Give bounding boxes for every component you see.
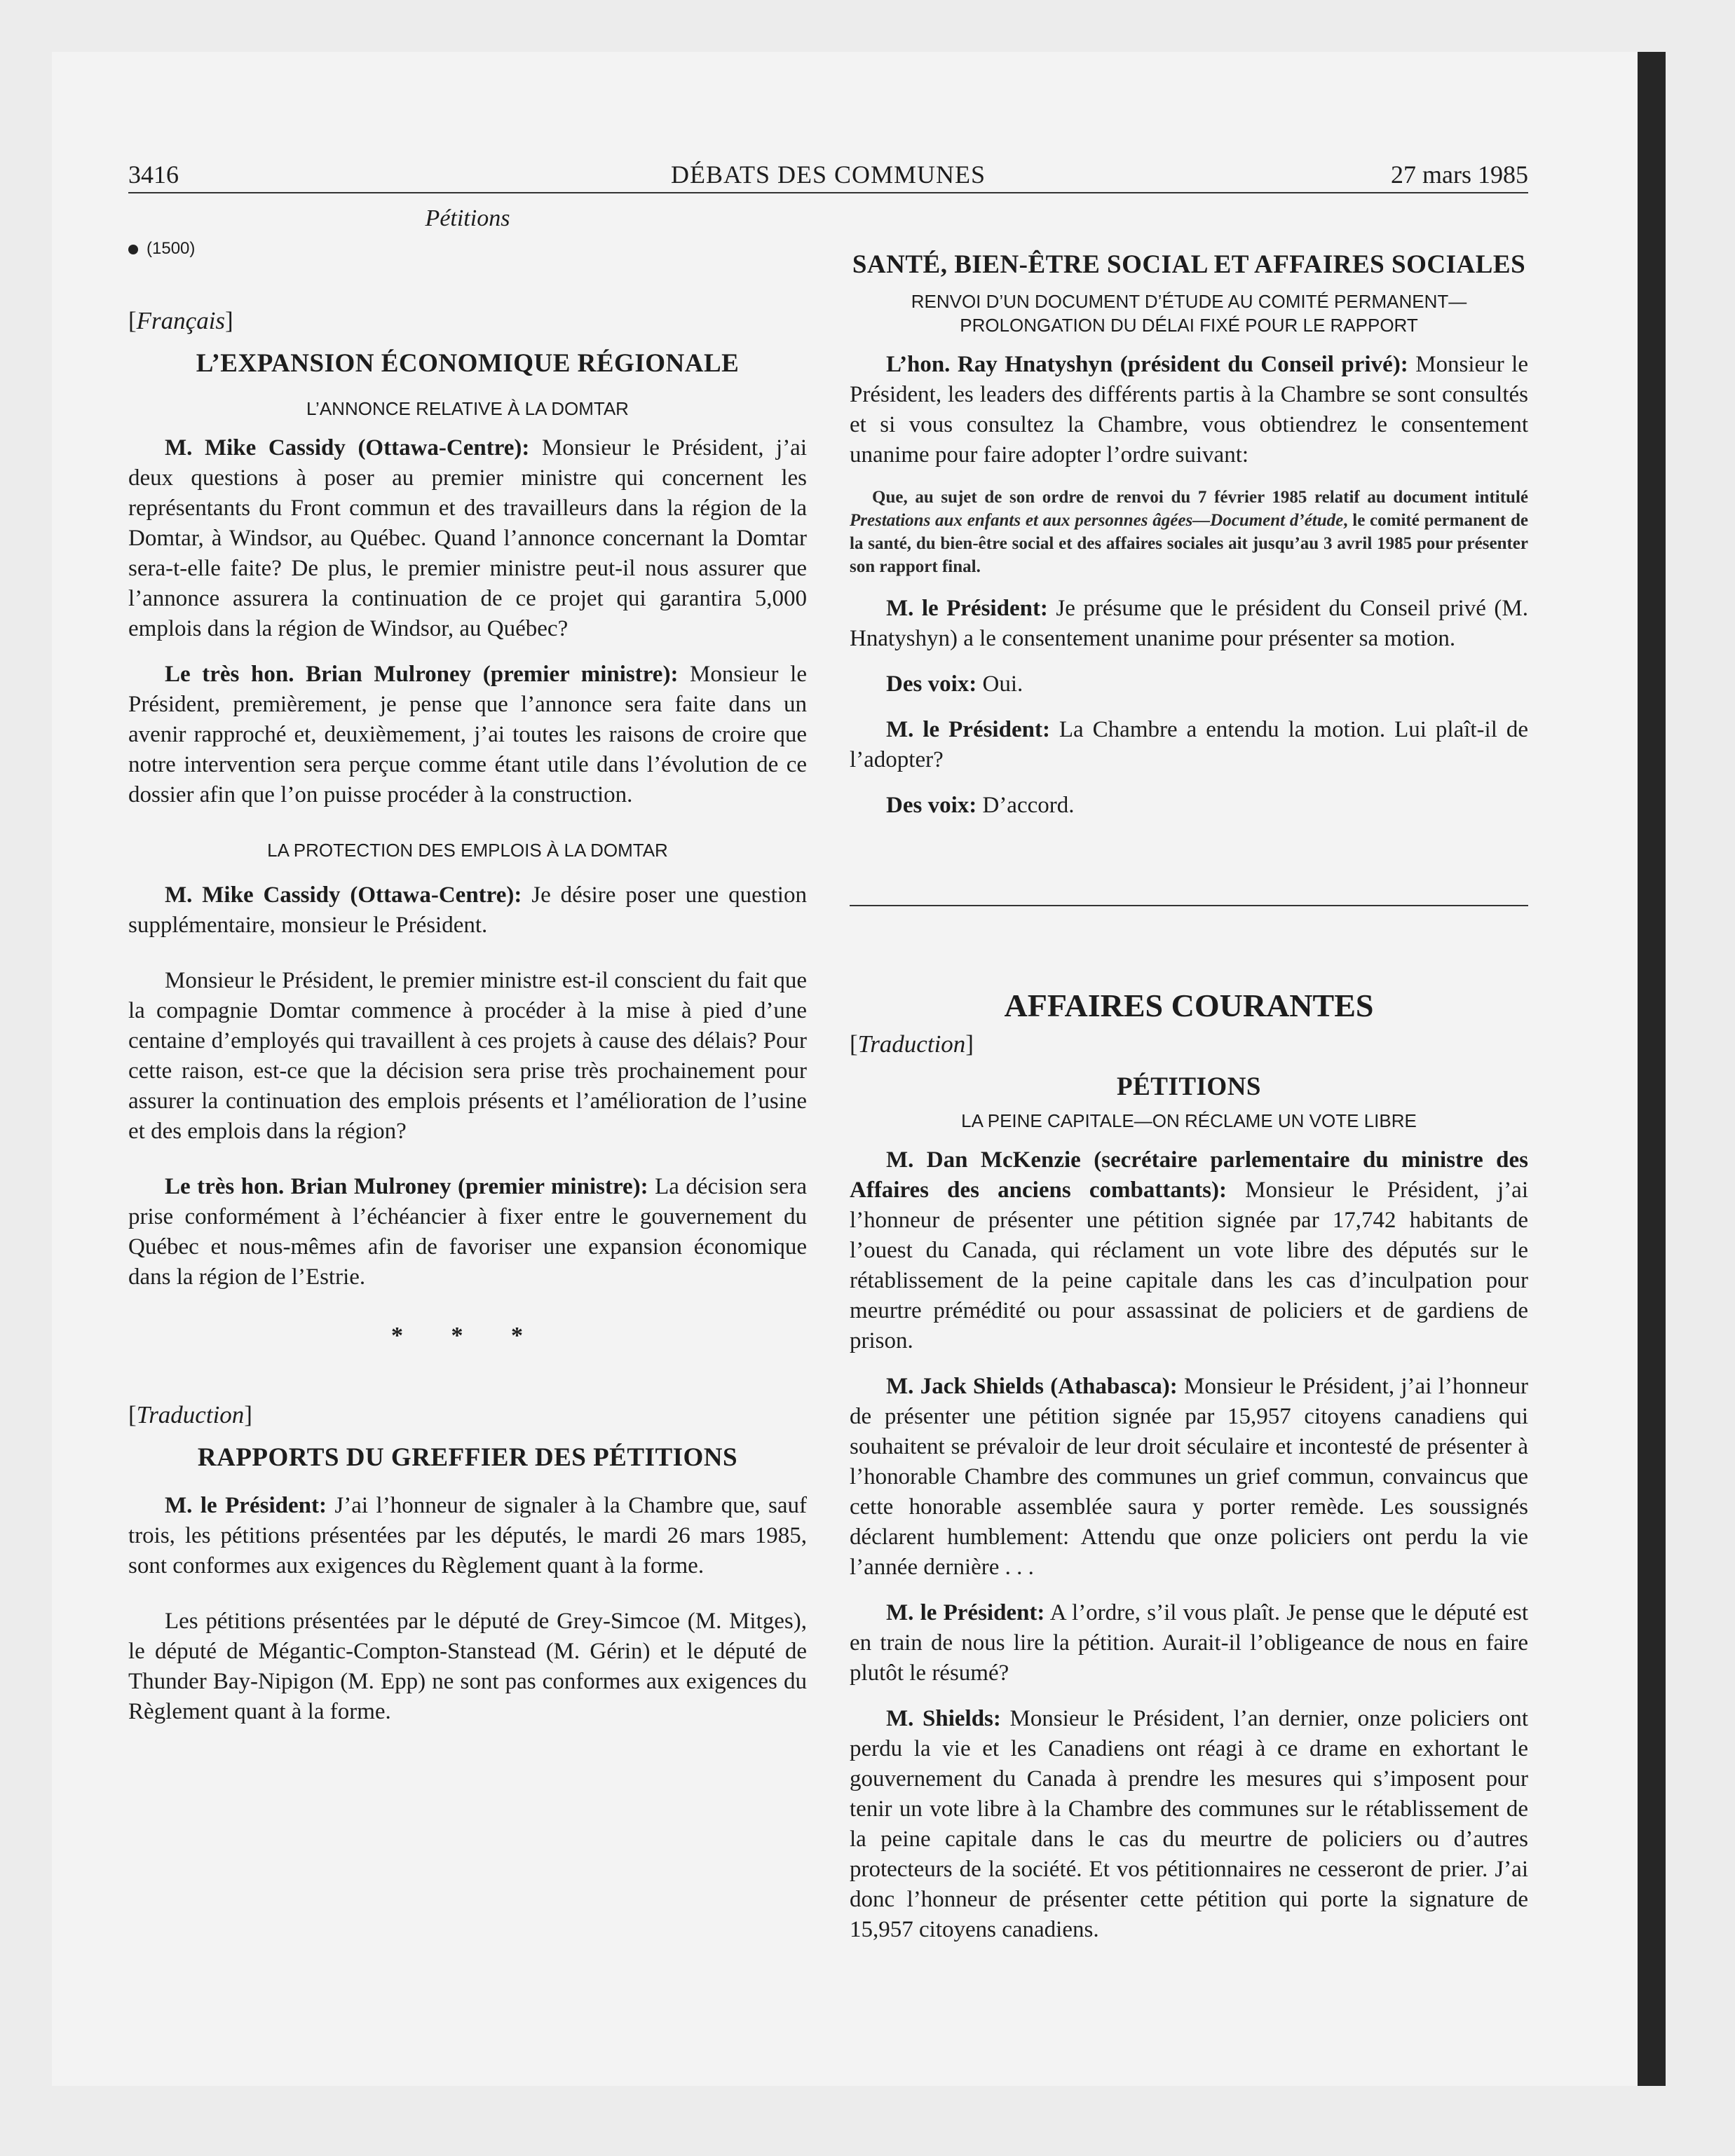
paragraph	[128, 1491, 807, 1581]
speaker: Le très hon. Brian Mulroney (premier ministre):	[165, 662, 679, 687]
left-column	[128, 203, 807, 1742]
page-header	[128, 156, 1528, 193]
paragraph: Monsieur le Président, le premier ministre est-il conscient du fait que la compagnie Domtar commence à procéder à la mise à pied d’une centaine d’employés qui travaillent à ces projets à cause des délais? Pour cette raison, est-ce que la décision sera prise très prochainement pour assurer la continuation des emplois présents et l’amélioration de l’usine et des emplois dans la région?	[128, 968, 807, 1144]
paragraph	[850, 1598, 1528, 1688]
paragraph-text: Je présume que le président du Conseil privé (M. Hnatyshyn) a le consentement unanime pour présenter sa motion.	[850, 596, 1528, 651]
paragraph	[850, 1372, 1528, 1583]
section-separator: * * *	[391, 1323, 544, 1349]
language-label: Traduction	[136, 1401, 245, 1428]
speaker: Des voix:	[886, 793, 977, 818]
paragraph-text: Monsieur le Président, premièrement, je pense que l’annonce sera faite dans un avenir rapproché et, deuxièmement, j’ai toutes les raisons de croire que notre intervention sera perçue comme étant utile dans l’évolution de ce dossier afin que l’on puisse procéder à la construction.	[128, 662, 807, 807]
scan-edge-bar	[1638, 52, 1666, 2086]
quote-text: Que, au sujet de son ordre de renvoi du 7 février 1985 relatif au document intitulé	[872, 488, 1528, 507]
paragraph-text: A l’ordre, s’il vous plaît. Je pense que le député est en train de nous lire la pétition. Aurait-il l’obligeance de nous en faire plutôt le résumé?	[850, 1600, 1528, 1686]
language-label: Traduction	[857, 1030, 966, 1058]
paragraph-text: La décision sera prise conformément à l’échéancier à fixer entre le gouvernement du Québec et nous-mêmes afin de favoriser une expansion économique dans la région de l’Estrie.	[128, 1174, 807, 1290]
paragraph-text: Monsieur le Président, l’an dernier, onze policiers ont perdu la vie et les Canadiens ont réagi à ce drame en exhortant le gouvernement du Canada à prendre les mesures qui s’imposent pour tenir un vote libre à la Chambre des communes sur le rétablissement de la peine capitale dans le cas du meurtre de policiers ou d’autres protecteurs de la société. Et vos pétitionnaires ne cesseront de prier. J’ai donc l’honneur de présenter cette pétition qui porte la signature de 15,957 citoyens canadiens.	[850, 1706, 1529, 1942]
timestamp	[128, 233, 807, 264]
section-subtitle: LA PEINE CAPITALE—ON RÉCLAME UN VOTE LIBRE	[961, 1110, 1417, 1131]
speaker: Le très hon. Brian Mulroney (premier ministre):	[165, 1174, 648, 1199]
language-tag: [Traduction]	[128, 1401, 252, 1428]
section-title: AFFAIRES COURANTES	[1004, 988, 1374, 1023]
section-title: L’EXPANSION ÉCONOMIQUE RÉGIONALE	[196, 349, 740, 378]
paragraph	[850, 350, 1528, 470]
speaker: M. Dan McKenzie (secrétaire parlementaire du ministre des Affaires des anciens combattants):	[850, 1147, 1528, 1203]
speaker: M. Mike Cassidy (Ottawa-Centre):	[165, 435, 530, 460]
paragraph-text: Monsieur le Président, j’ai deux questions à poser au premier ministre qui concernent les représentants du Front commun et des travailleurs dans la région de la Domtar, à Windsor, au Québec. Quand l’annonce concernant la Domtar sera-t-elle faite? De plus, le premier ministre peut-il nous assurer que l’annonce assurera la continuation de ce projet qui garantira 5,000 emplois dans la région de Windsor, au Québec?	[128, 435, 807, 641]
language-label: Français	[136, 307, 226, 334]
section-title: SANTÉ, BIEN-ÊTRE SOCIAL ET AFFAIRES SOCIALES	[852, 250, 1526, 279]
speaker: Des voix:	[886, 671, 977, 697]
paragraph	[850, 669, 1528, 700]
paragraph	[850, 1145, 1528, 1356]
paragraph-text: Monsieur le Président, j’ai l’honneur de présenter une pétition signée par 17,742 habitants de l’ouest du Canada, qui réclament un vote libre des députés sur le rétablissement de la peine capitale dans les cas d’inculpation pour meurtre prémédité ou pour assassinat de policiers et de gardiens de prison.	[850, 1178, 1528, 1353]
paragraph-text: J’ai l’honneur de signaler à la Chambre que, sauf trois, les pétitions présentées par les députés, le mardi 26 mars 1985, sont conformes aux exigences du Règlement quant à la forme.	[128, 1493, 807, 1578]
right-column	[850, 250, 1528, 1960]
speaker: M. le Président:	[165, 1493, 327, 1518]
paragraph	[850, 715, 1528, 775]
paragraph	[128, 660, 807, 810]
paragraph-text: Je désire poser une question supplémentaire, monsieur le Président.	[128, 882, 807, 938]
speaker: M. Jack Shields (Athabasca):	[886, 1374, 1178, 1399]
section-subtitle: LA PROTECTION DES EMPLOIS À LA DOMTAR	[267, 840, 668, 861]
paragraph	[128, 433, 807, 644]
section-title: RAPPORTS DU GREFFIER DES PÉTITIONS	[197, 1443, 738, 1472]
speaker: M. le Président:	[886, 717, 1050, 742]
speaker: M. Mike Cassidy (Ottawa-Centre):	[165, 882, 522, 908]
section-subtitle: RENVOI D’UN DOCUMENT D’ÉTUDE AU COMITÉ PERMANENT— PROLONGATION DU DÉLAI FIXÉ POUR LE RAPPORT	[911, 291, 1467, 336]
timestamp-text: (1500)	[147, 239, 196, 258]
paragraph-text: Monsieur le Président, les leaders des différents partis à la Chambre se sont consultés et si vous consultez la Chambre, vous obtiendrez le consentement unanime pour faire adopter l’ordre suivant:	[850, 352, 1528, 468]
paragraph-text: Monsieur le Président, j’ai l’honneur de présenter une pétition signée par 15,957 citoyens canadiens qui souhaitent se prévaloir de leur droit séculaire et incontesté de présenter à l’honorable Chambre des communes un grief commun, convaincus que cette honorable assemblée saura y porter remède. Les soussignés déclarent humblement: Attendu que onze policiers ont perdu la vie l’année dernière . . .	[850, 1374, 1528, 1580]
section-rule	[850, 905, 1528, 906]
paragraph	[850, 594, 1528, 654]
paragraph-text: Oui.	[977, 671, 1023, 697]
publication-title: DÉBATS DES COMMUNES	[670, 161, 986, 189]
language-tag: [Traduction]	[850, 1030, 974, 1058]
running-title: Pétitions	[425, 205, 510, 231]
header-date: 27 mars 1985	[1391, 161, 1528, 189]
page-number: 3416	[128, 161, 179, 189]
speaker: M. le Président:	[886, 596, 1048, 621]
paragraph: Les pétitions présentées par le député de Grey-Simcoe (M. Mitges), le député de Mégantic-Compton-Stanstead (M. Gérin) et le député de Thunder Bay-Nipigon (M. Epp) ne sont pas conformes aux exigences du Règlement quant à la forme.	[128, 1609, 807, 1724]
section-title: PÉTITIONS	[1116, 1072, 1261, 1101]
paragraph	[128, 880, 807, 941]
speaker: L’hon. Ray Hnatyshyn (président du Conseil privé):	[886, 352, 1408, 377]
speaker: M. le Président:	[886, 1600, 1045, 1625]
paragraph	[850, 791, 1528, 821]
paragraph-text: D’accord.	[977, 793, 1075, 818]
paragraph	[128, 1172, 807, 1292]
quote-text: , le comité permanent de la santé, du bien-être social et des affaires sociales ait jusqu’au 3 avril 1985 pour présenter son rapport final.	[850, 511, 1528, 576]
quoted-order	[850, 486, 1528, 578]
quote-document-title: Prestations aux enfants et aux personnes âgées—Document d’étude	[850, 511, 1344, 530]
bullet-icon	[128, 245, 138, 254]
speaker: M. Shields:	[886, 1706, 1001, 1731]
section-subtitle: L’ANNONCE RELATIVE À LA DOMTAR	[306, 398, 629, 419]
language-tag: [Français]	[128, 307, 233, 334]
paragraph	[850, 1704, 1528, 1945]
paragraph-text: La Chambre a entendu la motion. Lui plaît-il de l’adopter?	[850, 717, 1528, 772]
